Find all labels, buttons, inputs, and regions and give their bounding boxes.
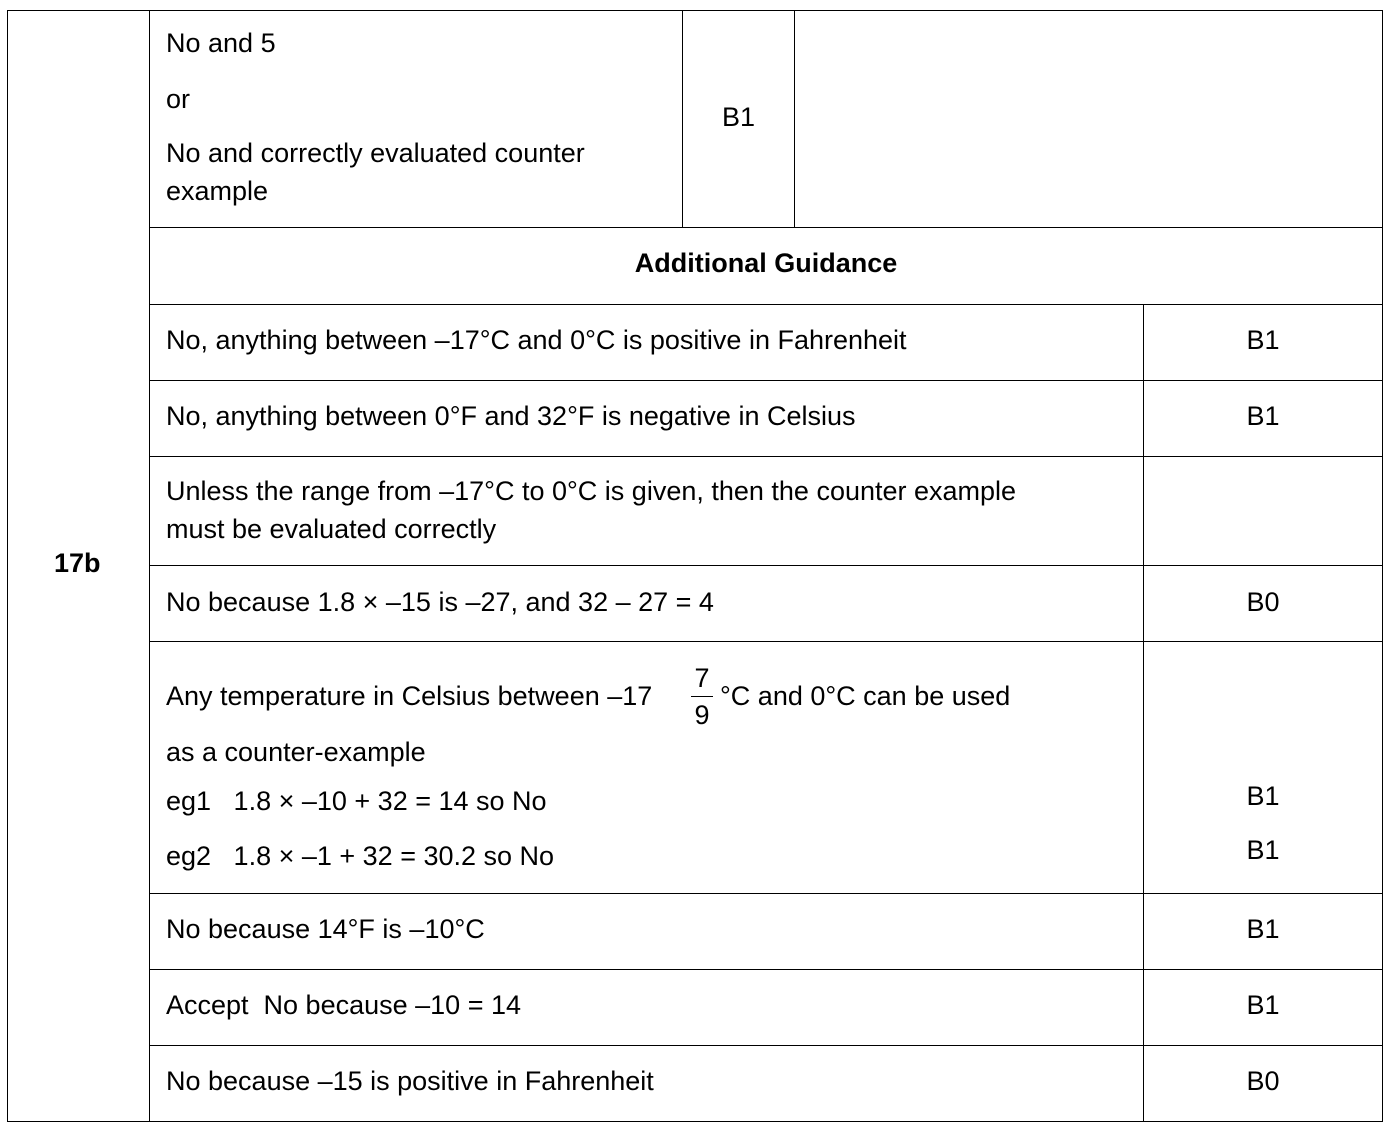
answer-line: No and correctly evaluated counter (166, 138, 585, 168)
answer-line: No and 5 (166, 28, 276, 58)
guidance-text: No because –15 is positive in Fahrenheit (166, 1066, 654, 1096)
table-border-left (7, 10, 8, 1122)
row-divider (149, 304, 1383, 305)
fraction-numerator: 7 (694, 663, 710, 693)
guidance-mark: B0 (1246, 587, 1280, 617)
row-divider (149, 893, 1383, 894)
column-divider (794, 10, 795, 227)
guidance-text: No, anything between 0°F and 32°F is negative in Celsius (166, 401, 856, 431)
fraction-bar (691, 696, 713, 697)
row-divider (149, 969, 1383, 970)
guidance-text: Accept No because –10 = 14 (166, 990, 521, 1020)
guidance-text: No because 1.8 × –15 is –27, and 32 – 27 = 4 (166, 587, 714, 617)
mark-value: B1 (721, 102, 756, 132)
table-border-top (7, 10, 1383, 11)
guidance-text: Unless the range from –17°C to 0°C is given, then the counter example (166, 476, 1017, 506)
fraction-denominator: 9 (694, 700, 710, 730)
table-border-bottom (7, 1121, 1383, 1122)
example-line: eg1 1.8 × –10 + 32 = 14 so No (166, 786, 547, 816)
row-divider (149, 1045, 1383, 1046)
guidance-text: as a counter-example (166, 737, 426, 767)
guidance-mark: B1 (1246, 325, 1280, 355)
question-number: 17b (54, 548, 101, 578)
guidance-mark: B1 (1246, 401, 1280, 431)
guidance-text: must be evaluated correctly (166, 514, 497, 544)
row-divider (149, 641, 1383, 642)
table-border-right (1382, 10, 1383, 1122)
answer-line: or (166, 84, 191, 114)
guidance-text: °C and 0°C can be used (720, 681, 1011, 711)
guidance-text: No because 14°F is –10°C (166, 914, 485, 944)
guidance-text: Any temperature in Celsius between –17 (166, 681, 653, 711)
example-line: eg2 1.8 × –1 + 32 = 30.2 so No (166, 841, 555, 871)
fraction (690, 665, 714, 729)
guidance-mark: B1 (1246, 781, 1280, 811)
guidance-mark: B1 (1246, 914, 1280, 944)
row-divider (149, 565, 1383, 566)
answer-line: example (166, 176, 269, 206)
row-divider (149, 456, 1383, 457)
guidance-mark: B1 (1246, 990, 1280, 1020)
row-divider (149, 227, 1383, 228)
guidance-heading: Additional Guidance (634, 248, 898, 278)
guidance-mark: B0 (1246, 1066, 1280, 1096)
column-divider (149, 10, 150, 1122)
guidance-text: No, anything between –17°C and 0°C is positive in Fahrenheit (166, 325, 907, 355)
row-divider (149, 380, 1383, 381)
guidance-mark: B1 (1246, 835, 1280, 865)
